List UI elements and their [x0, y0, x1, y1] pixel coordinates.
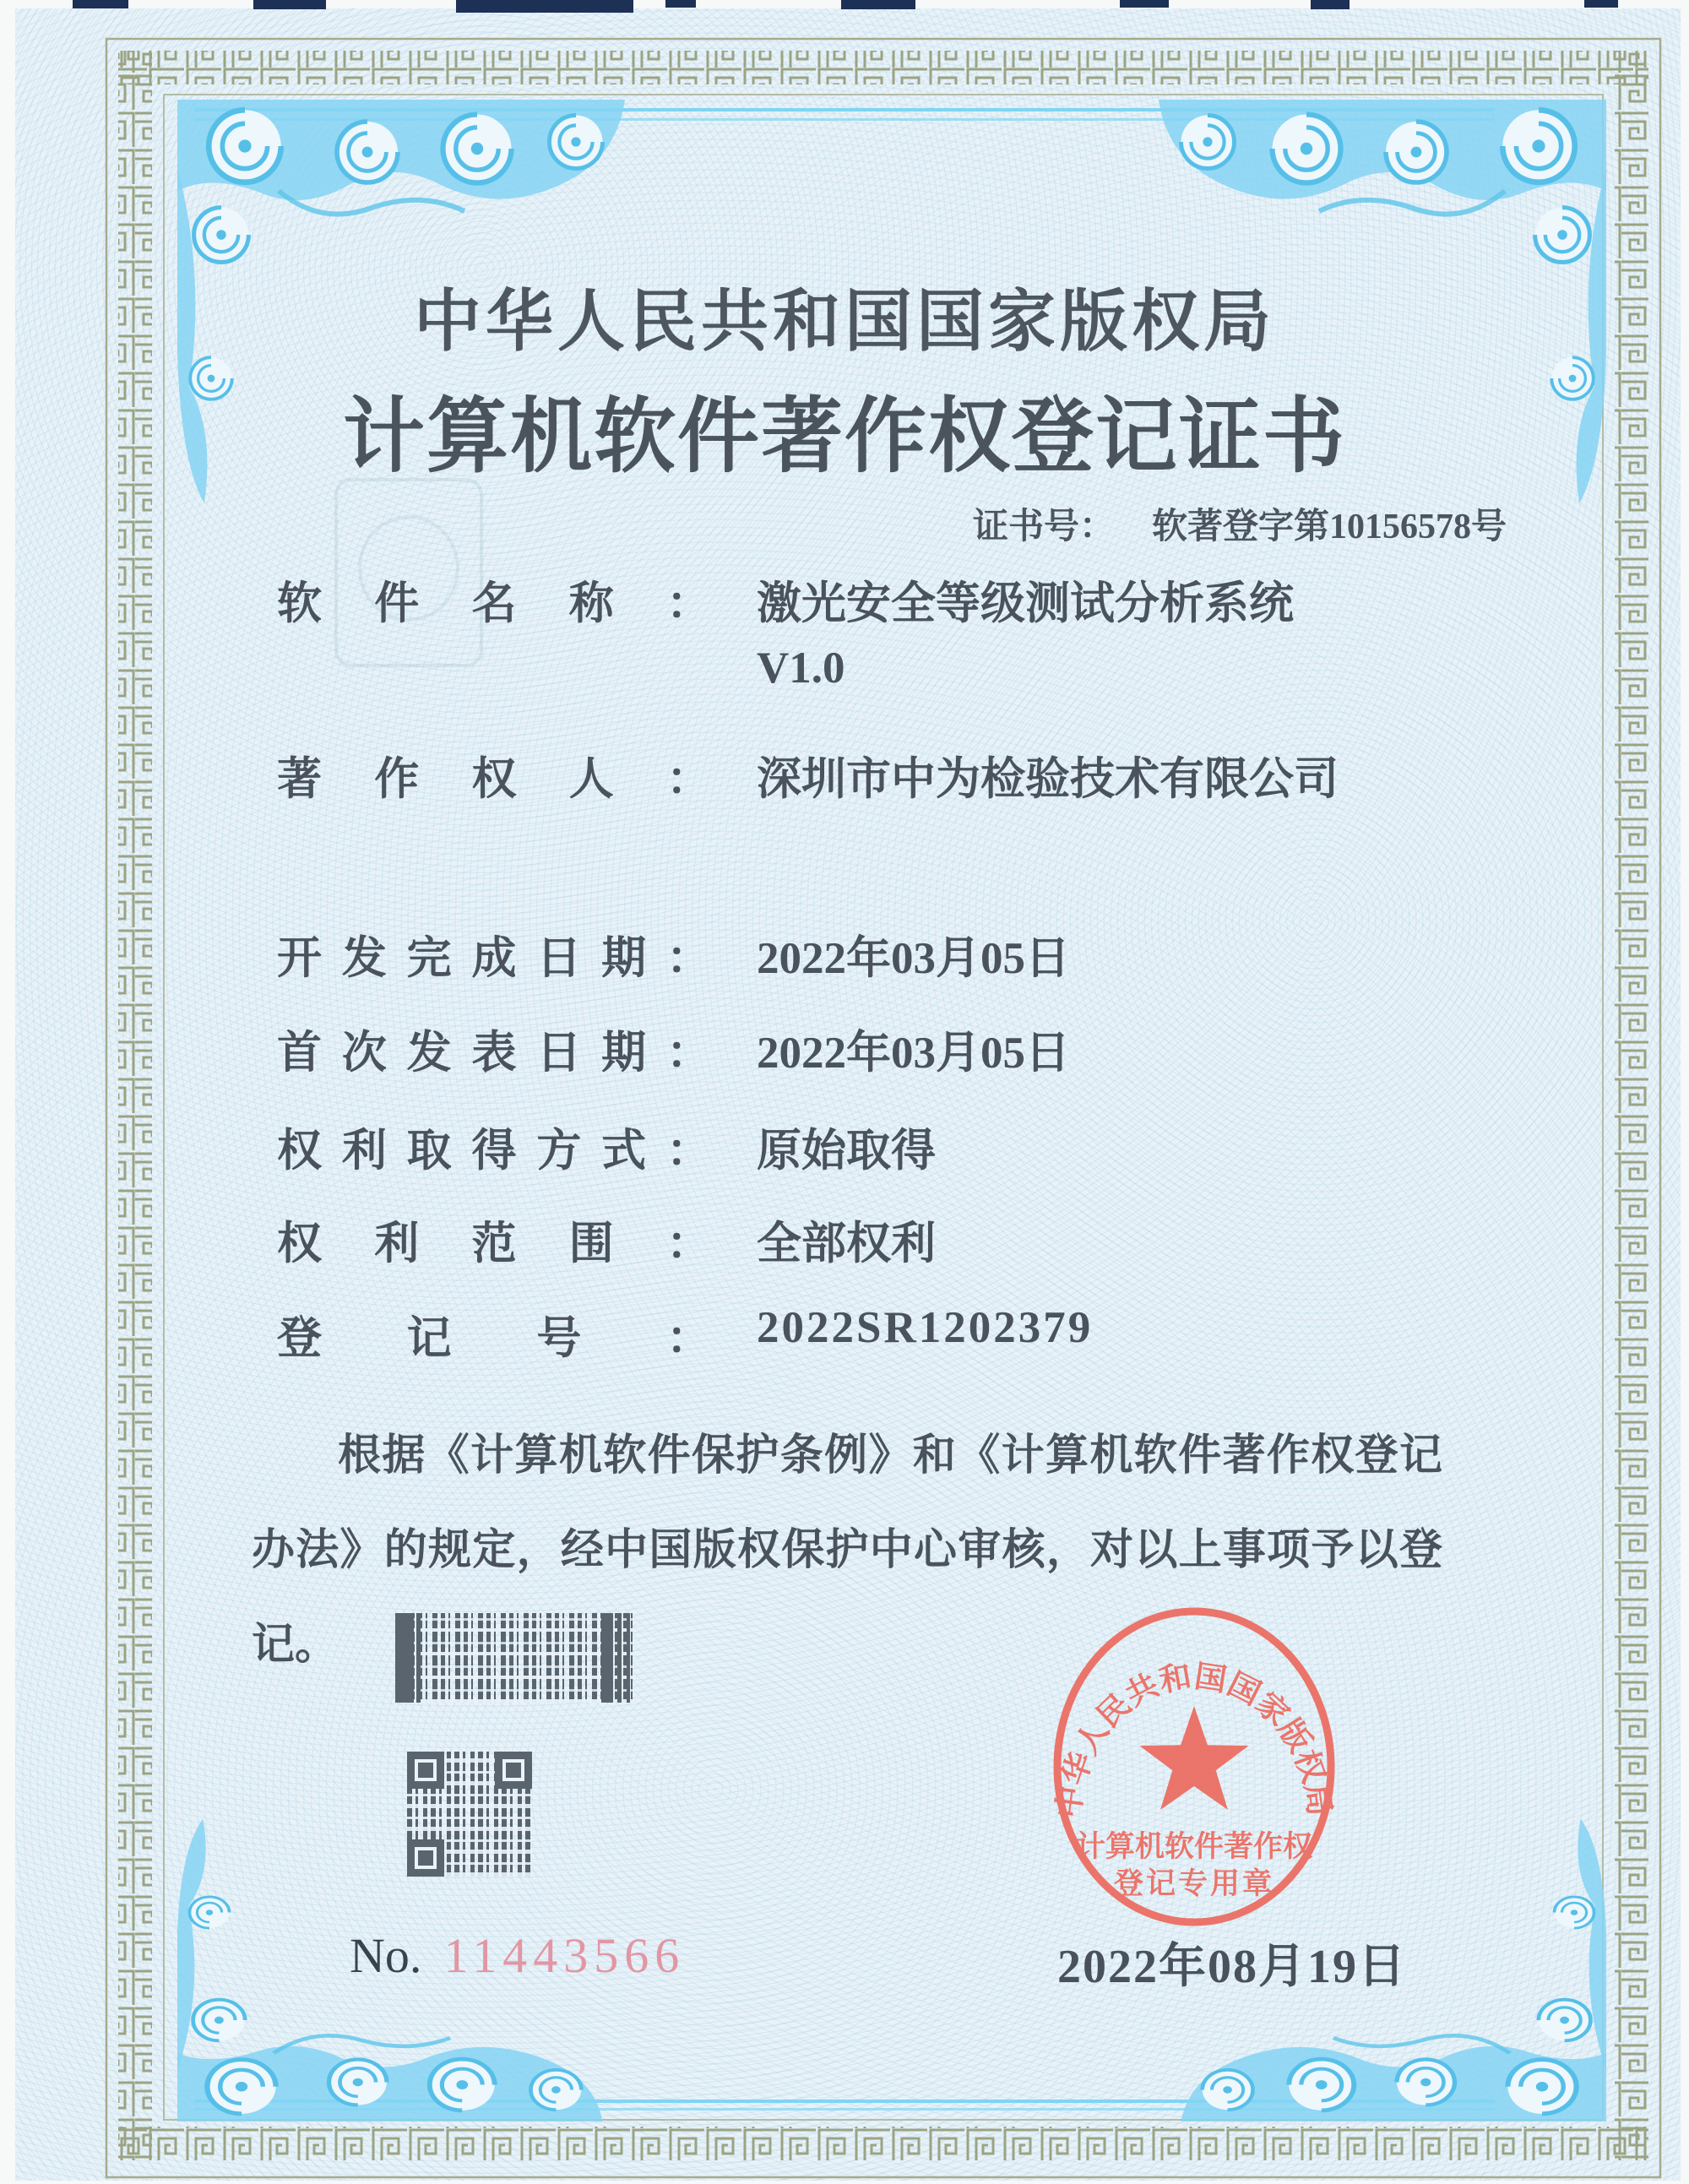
field-value [757, 568, 1294, 693]
field-dev-complete-date [277, 922, 1070, 986]
field-copyright-owner [277, 743, 1339, 807]
field-first-publish-date [277, 1017, 1070, 1081]
field-software-name [277, 568, 1294, 693]
field-registration-no [277, 1302, 1093, 1366]
issuing-authority-title: 中华人民共和国国家版权局 [414, 285, 1275, 360]
seal-line2: 登记专用章 [1113, 1867, 1275, 1900]
seal-ring-text: 中华人民共和国国家版权局 [1051, 1659, 1337, 1821]
qr-finder-icon [495, 1752, 532, 1789]
field-label: 权利范围： [277, 1220, 711, 1269]
field-value: 2022SR1202379 [757, 1303, 1094, 1352]
certificate-title: 计算机软件著作权登记证书 [343, 392, 1346, 482]
field-value: 原始取得 [757, 1127, 936, 1176]
qr-finder-icon [407, 1839, 444, 1877]
seal-line1: 计算机软件著作权 [1075, 1830, 1313, 1863]
barcode-2d-icon [395, 1613, 635, 1703]
registration-statement: 根据《计算机软件保护条例》和《计算机软件著作权登记办法》的规定，经中国版权保护中心审核，对以上事项予以登记。 [252, 1432, 1442, 1669]
certificate-number-line [973, 498, 1507, 549]
field-label: 软件名称： [277, 579, 711, 628]
software-version-value: V1.0 [757, 644, 845, 693]
field-label: 首次发表日期： [277, 1029, 711, 1078]
issue-date: 2022年08月19日 [1057, 1941, 1407, 1993]
field-value: 2022年03月05日 [757, 934, 1070, 983]
field-label: 开发完成日期： [277, 934, 711, 983]
certificate-number-value: 软著登字第10156578号 [1151, 508, 1507, 546]
certificate-number-label: 证书号： [972, 508, 1115, 546]
software-name-value: 激光安全等级测试分析系统 [757, 579, 1294, 628]
serial-label: No. [350, 1928, 422, 1983]
serial-number: 11443566 [443, 1928, 686, 1983]
field-value: 全部权利 [757, 1220, 936, 1269]
serial-number-line [350, 1927, 685, 1984]
field-label: 登记号： [277, 1314, 711, 1363]
qr-finder-icon [407, 1752, 444, 1789]
field-label: 权利取得方式： [277, 1127, 711, 1176]
field-value: 2022年03月05日 [757, 1029, 1070, 1078]
field-label: 著作权人： [277, 755, 711, 804]
field-right-scope [277, 1208, 936, 1272]
field-right-acquire-mode [277, 1115, 936, 1179]
official-seal [1045, 1601, 1344, 1934]
field-value: 深圳市中为检验技术有限公司 [757, 755, 1339, 804]
seal-star-icon [1139, 1706, 1248, 1810]
qr-code-icon [407, 1752, 532, 1877]
